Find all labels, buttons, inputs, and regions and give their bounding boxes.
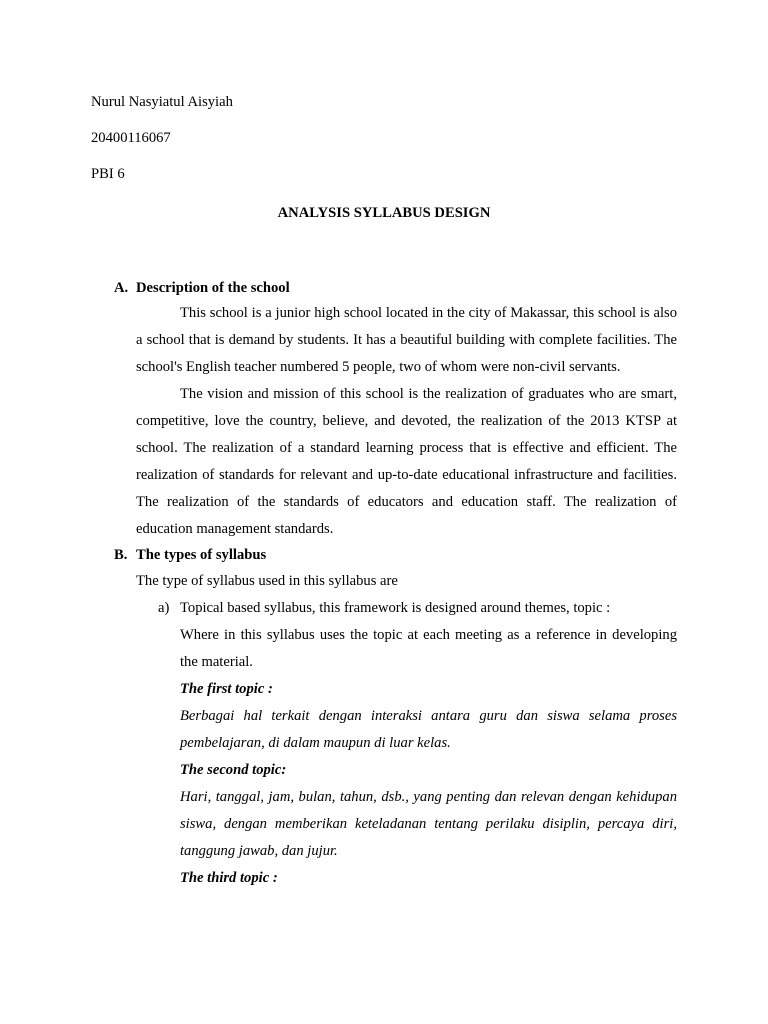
- section-letter: A.: [114, 280, 129, 296]
- topic-label-third: The third topic :: [180, 870, 278, 886]
- list-item-text: Topical based syllabus, this framework is designed around themes, topic :: [180, 600, 611, 616]
- author-name: Nurul Nasyiatul Aisyiah: [91, 94, 233, 110]
- list-marker: a): [158, 600, 170, 616]
- topic-label-first: The first topic :: [180, 681, 273, 697]
- document-title: ANALYSIS SYLLABUS DESIGN: [277, 205, 491, 221]
- section-heading-text: The types of syllabus: [136, 547, 267, 563]
- section-heading-text: Description of the school: [136, 280, 290, 296]
- section-letter: B.: [114, 547, 128, 563]
- syllabus-intro: The type of syllabus used in this syllabus are: [136, 573, 398, 589]
- vision-mission-paragraph: The vision and mission of this school is the realization of graduates who are smart, competitive, love the country, believe, and devoted, the realization of the 2013 KTSP at school. The realization of a standard learning process that is effective and efficient. The realization of standards for relevant and up-to-date educational infrastructure and facilities. The realization of the standards of educators and education staff. The realization of education management standards.: [136, 386, 677, 537]
- topic-text-second: Hari, tanggal, jam, bulan, tahun, dsb., yang penting dan relevan dengan kehidupan siswa, dengan memberikan keteladanan tentang perilaku disiplin, percaya diri, tanggung jawab, dan jujur.: [180, 789, 677, 859]
- class-label: PBI 6: [91, 166, 125, 182]
- student-id: 20400116067: [91, 130, 171, 146]
- topic-label-second: The second topic:: [180, 762, 287, 778]
- school-description-paragraph: This school is a junior high school located in the city of Makassar, this school is also a school that is demand by students. It has a beautiful building with complete facilities. The school's English teacher numbered 5 people, two of whom were non-civil servants.: [136, 305, 677, 375]
- section-heading-b: [114, 542, 266, 569]
- list-item: [158, 595, 610, 622]
- topic-text-first: Berbagai hal terkait dengan interaksi antara guru dan siswa selama proses pembelajaran, di dalam maupun di luar kelas.: [180, 708, 677, 751]
- syllabus-detail: Where in this syllabus uses the topic at each meeting as a reference in developing the material.: [180, 627, 677, 670]
- section-heading-a: [114, 275, 290, 302]
